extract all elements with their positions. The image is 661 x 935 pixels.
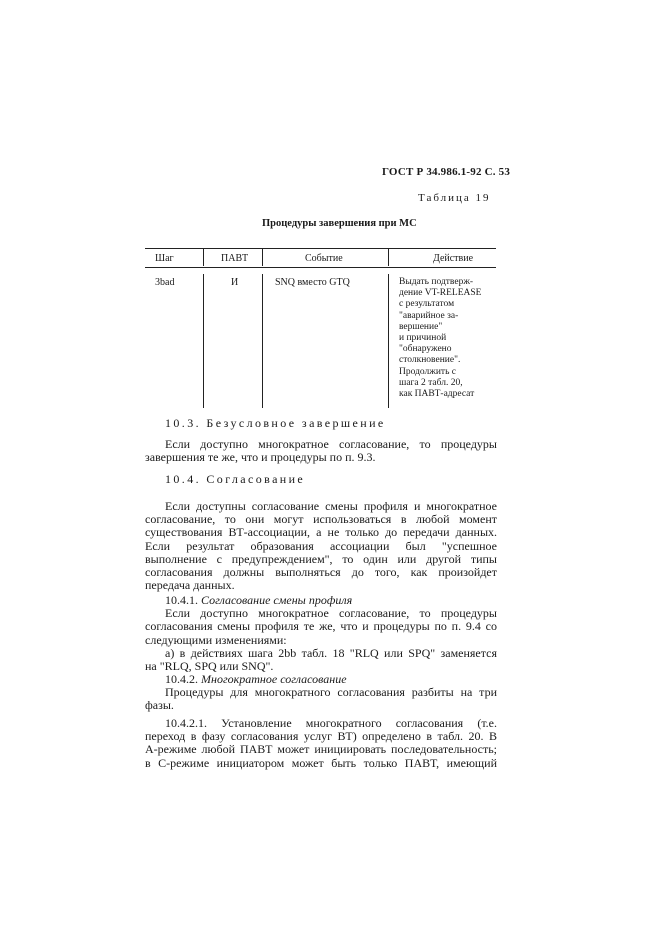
- text-line: переход в фазу согласования услуг ВТ) определено в табл. 20. В: [145, 729, 497, 744]
- action-line: вершение": [399, 321, 443, 332]
- cell-event: SNQ вместо GTQ: [275, 277, 350, 288]
- text-line: существования ВТ-ассоциации, а не только до передачи данных.: [145, 525, 497, 540]
- action-line: дение VT-RELEASE: [399, 288, 482, 299]
- text-line: на "RLQ, SPQ или SNQ".: [145, 659, 274, 674]
- text-line: фазы.: [145, 698, 174, 713]
- text-line: Если доступны согласование смены профиля и многократное: [165, 499, 497, 513]
- text-line: передача данных.: [145, 578, 235, 593]
- action-line: "аварийное за-: [399, 310, 459, 321]
- text-line: 10.4.2.1. Установление многократного согласования (т.е.: [165, 716, 497, 730]
- paragraph-10-4-2-1: [145, 717, 497, 770]
- table-title: Процедуры завершения при МС: [262, 218, 417, 229]
- table-col-divider: [203, 274, 204, 408]
- text-line: А-режиме любой ПАВТ может инициировать последовательность;: [145, 742, 497, 757]
- table-col-divider: [262, 248, 263, 266]
- text-line: в С-режиме инициатором может быть только ПАВТ, имеющий: [145, 755, 497, 770]
- subsection-title: Согласование смены профиля: [201, 593, 353, 607]
- text-line: Процедуры для многократного согласования разбиты на три: [165, 685, 497, 700]
- paragraph-10-4-2: [145, 673, 497, 713]
- cell-action: [399, 277, 481, 400]
- action-line: как ПАВТ-адресат: [399, 389, 475, 400]
- table-top-rule: [145, 248, 496, 249]
- subsection-number: 10.4.2.: [165, 672, 198, 686]
- column-header-event: Событие: [305, 253, 343, 264]
- column-header-pavt: ПАВТ: [221, 253, 249, 264]
- cell-step: 3bad: [155, 277, 175, 288]
- text-line: Если результат образования ассоциации был "успешное: [145, 538, 497, 553]
- action-line: Продолжить с: [399, 366, 457, 377]
- cell-pavt: И: [231, 277, 239, 288]
- text-line: согласования должны выполняться до того, как произойдет: [145, 565, 497, 580]
- table-number: Таблица 19: [418, 192, 491, 204]
- table-col-divider: [388, 274, 389, 408]
- text-line: Если доступно многократное согласование, то процедуры: [165, 437, 497, 451]
- paragraph-10-4-1: [145, 594, 497, 673]
- text-line: а) в действиях шага 2bb табл. 18 "RLQ или SPQ" заменяется: [165, 645, 497, 660]
- text-line: Если доступно многократное согласование, то процедуры: [165, 606, 497, 621]
- table-col-divider: [203, 248, 204, 266]
- section-heading-10-3: 10.3. Безусловное завершение: [165, 416, 386, 430]
- text-line: завершения те же, что и процедуры по п. 9.3.: [145, 450, 376, 465]
- action-line: Выдать подтверж-: [399, 277, 474, 287]
- text-line: следующими изменениями:: [145, 632, 287, 647]
- table-col-divider: [262, 274, 263, 408]
- page-header: ГОСТ Р 34.986.1-92 С. 53: [382, 166, 511, 178]
- text-line: выполнение с предупреждением", то один или другой типы: [145, 551, 497, 566]
- action-line: и причиной: [399, 333, 447, 344]
- paragraph-10-3: [145, 438, 497, 464]
- text-line: согласование, то они могут использоваться в любой момент: [145, 512, 497, 527]
- action-line: "обнаружено: [399, 344, 452, 355]
- text-line: согласования смены профиля те же, что и процедуры по п. 9.4 со: [145, 619, 497, 634]
- column-header-step: Шаг: [155, 253, 174, 264]
- procedures-table: [145, 240, 496, 408]
- paragraph-10-4: [145, 500, 497, 592]
- action-line: шага 2 табл. 20,: [399, 377, 463, 388]
- subsection-title: Многократное согласование: [201, 672, 347, 686]
- action-line: столкновение".: [399, 355, 461, 366]
- subsection-number: 10.4.1.: [165, 593, 198, 607]
- table-col-divider: [388, 248, 389, 266]
- table-header-rule: [145, 267, 496, 268]
- section-heading-10-4: 10.4. Согласование: [165, 472, 306, 486]
- action-line: с результатом: [399, 299, 455, 310]
- column-header-action: Действие: [433, 253, 474, 264]
